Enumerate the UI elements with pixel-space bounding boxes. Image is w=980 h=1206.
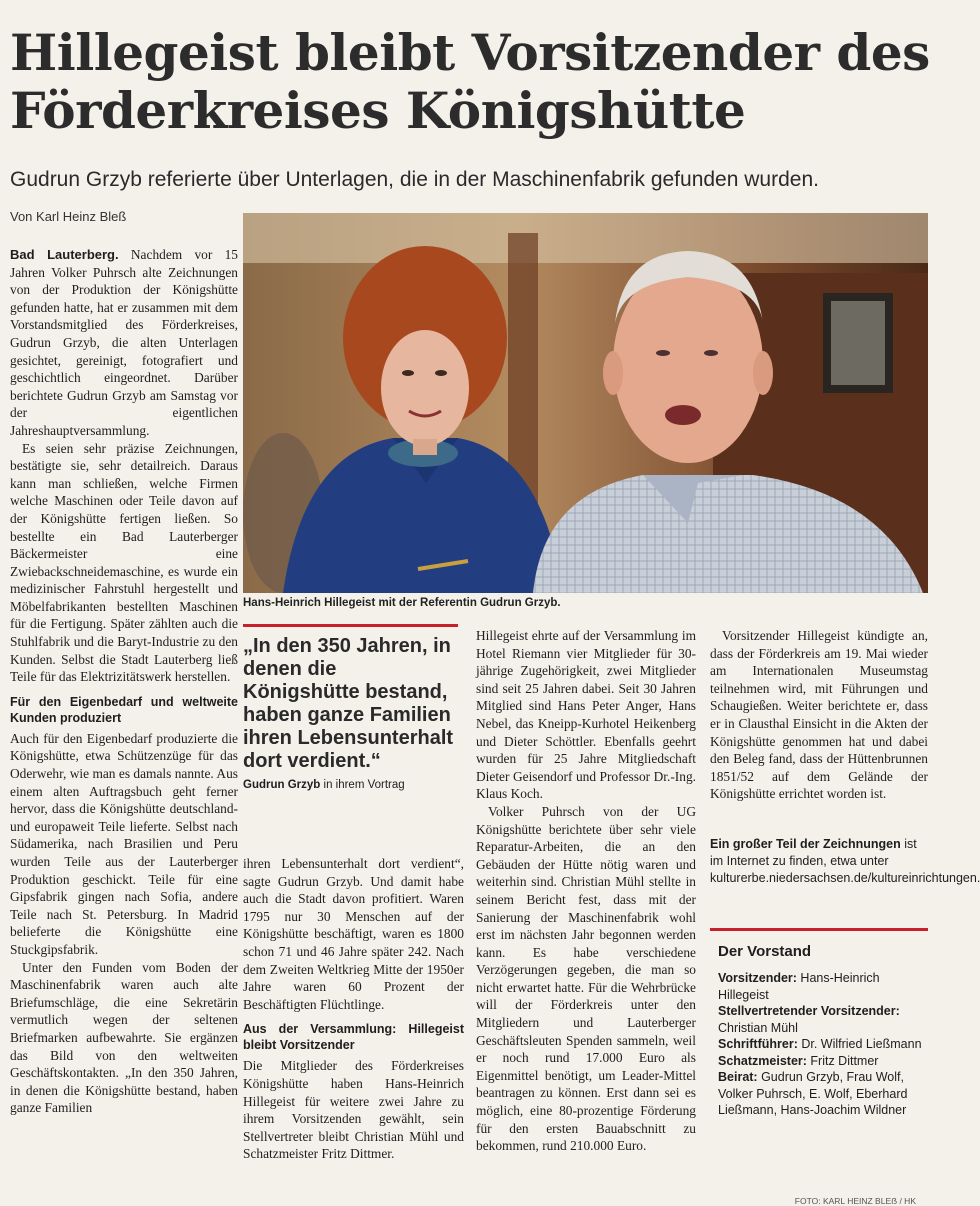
caption-text: Hans-Heinrich Hillegeist mit der Referentin Gudrun Grzyb.: [243, 597, 561, 609]
entry-role: Vorsitzender:: [718, 971, 797, 985]
entry-role: Schriftführer:: [718, 1037, 798, 1051]
article-photo: [243, 213, 928, 593]
paragraph: [10, 246, 238, 440]
note-text: ist im Internet zu finden, etwa unter kulturerbe.niedersachsen.de/kultureinrichtungen.: [710, 837, 980, 885]
column-3: [476, 627, 696, 1155]
byline: Von Karl Heinz Bleß: [10, 209, 127, 224]
pull-quote: [243, 624, 458, 791]
entry-name: Christian Mühl: [718, 1020, 798, 1035]
entry-name: Fritz Dittmer: [806, 1053, 879, 1068]
paragraph: Es seien sehr präzise Zeichnungen, bestätigte sie, sehr detailreich. Daraus kann man schließen, welche Firmen welche Maschinen oder Teile davon auf der Königshütte fertigen ließen. So bestellte ein Bad Lauterberger Bäckermeister eine Zwiebackschneidemaschine, es wurde ein medizinischer Fahrstuhl hergestellt und Möbelfabrikanten bestellten Maschinen für die Fertigung. Später zählten auch die Stuhlfabrik und die Baryt-Industrie zu den Kunden. Selbst die Stadt Lauterberg ließ Teile für das Elektrizitätswerk herstellen.: [10, 440, 238, 685]
note-bold: Ein großer Teil der Zeichnungen: [710, 837, 901, 851]
paragraph: Volker Puhrsch von der UG Königshütte berichtete über sehr viele Reparatur-Arbeiten, die an den Gebäuden der Hütte nötig waren und weiterhin sind. Christian Mühl stellte in seinem Bericht fest, dass mit der Sanierung der Maschinenfabrik wohl erst im nächsten Jahr begonnen werden kann. Es habe verschiedene Verzögerungen gegeben, die man so nicht erwartet hatte. Für die Wehrbrücke will der Förderkreis unter den Mitgliedern und Lauterberger Geschäftsleuten Spenden sammeln, weil er noch rund 17.000 Euro als Eigenmittel benötigt, um Leader-Mittel beantragen zu können. Erst dann sei es möglich, eine 80-prozentige Förderung für den ersten Bauabschnitt zu bekommen, rund 210.000 Euro.: [476, 803, 696, 1154]
headline: Hillegeist bleibt Vorsitzender des Förderkreises Königshütte: [10, 23, 930, 140]
infobox-entry: [718, 1003, 928, 1036]
entry-name: Dr. Wilfried Ließmann: [797, 1037, 922, 1051]
paragraph: Unter den Funden vom Boden der Maschinenfabrik waren auch alte Briefumschläge, die eine Sekretärin vermutlich wegen der seltenen Briefmarken aufbewahrte. Sie ergänzen das Bild von den weltweiten Geschäftskontakten. „In den 350 Jahren, in denen die Königshütte bestand, haben ganze Familien: [10, 959, 238, 1116]
board-infobox: [710, 928, 928, 1119]
entry-role: Beirat:: [718, 1070, 758, 1084]
column-2: [243, 855, 464, 1163]
infobox-entry: [718, 1036, 928, 1053]
quote-context: in ihrem Vortrag: [320, 779, 405, 791]
section-heading: Aus der Versammlung: Hillegeist bleibt Vorsitzender: [243, 1022, 464, 1053]
infobox-title: Der Vorstand: [718, 943, 812, 960]
quote-speaker: Gudrun Grzyb: [243, 779, 321, 791]
section-heading: Für den Eigenbedarf und weltweite Kunden produziert: [10, 694, 238, 725]
paragraph: Die Mitglieder des Förderkreises Königshütte haben Hans-Heinrich Hillegeist für weitere zwei Jahre zu ihrem Vorsitzenden gewählt, sein Stellvertreter bleibt Christian Mühl und Schatzmeister Fritz Dittmer.: [243, 1058, 464, 1162]
dateline: Bad Lauterberg.: [10, 247, 119, 262]
photo-credit: FOTO: KARL HEINZ BLEẞ / HK: [794, 1196, 916, 1206]
quote-source: [243, 779, 458, 791]
infobox-entry: [718, 1069, 928, 1119]
infobox-entry: [718, 1053, 928, 1070]
paragraph-text: Nachdem vor 15 Jahren Volker Puhrsch alte Zeichnungen von der Produktion der Königshütte gefunden hatte, hat er zusammen mit dem Vorstandsmitglied des Förderkreises, Gudrun Grzyb, die alten Unterlagen gesichtet, gereinigt, fotografiert und geschichtlich eingeordnet. Darüber berichtete Gudrun Grzyb am Samstag vor der eigentlichen Jahreshauptversammlung.: [10, 247, 238, 438]
subheadline: Gudrun Grzyb referierte über Unterlagen, die in der Maschinenfabrik gefunden wurden.: [10, 168, 819, 191]
entry-role: Stellvertretender Vorsitzender:: [718, 1004, 900, 1018]
paragraph: Hillegeist ehrte auf der Versammlung im Hotel Riemann vier Mitglieder für 30-jährige Zugehörigkeit, zwei Mitglieder sind seit 25 Jahren dabei. Seit 30 Jahren Mitglied sind Hans Peter Anger, Hans Nebel, das Kneipp-Kurhotel Heikenberg und Dieter Schöttler. Ebenfalls geehrt wurden für 25 Jahre Mitgliedschaft Dieter Geisendorf und Professor Dr.-Ing. Klaus Koch.: [476, 628, 696, 802]
entry-name: Hans-Heinrich Hillegeist: [718, 971, 880, 1002]
info-note: [710, 836, 980, 887]
quote-text: „In den 350 Jahren, in denen die Königshütte bestand, haben ganze Familien ihren Lebensunterhalt dort verdient.“: [243, 635, 454, 772]
paragraph: Vorsitzender Hillegeist kündigte an, dass der Förderkreis am 19. Mai wieder am Internationalen Museumstag teilnehmen wird, mit Führungen und Schaugießen. Weiter berichtete er, dass er in Clausthal Einsicht in die Akten der Königshütte genommen hat und dabei den Beleg fand, dass der Hüttenbrunnen 1851/52 auf dem Gelände der Königshütte errichtet worden ist.: [710, 628, 928, 802]
entry-name: Gudrun Grzyb, Frau Wolf, Volker Puhrsch, E. Wolf, Eberhard Ließmann, Hans-Joachim Wildner: [718, 1070, 908, 1117]
entry-role: Schatzmeister:: [718, 1053, 807, 1068]
column-4: [710, 627, 928, 803]
column-1: [10, 246, 238, 1117]
paragraph: Auch für den Eigenbedarf produzierte die Königshütte, etwa Schützenzüge für das Oderwehr, wie man es damals nannte. Aus einem alten Auftragsbuch geht ferner hervor, dass die Königshütte deutschland- und europaweit Teile lieferte. Selbst nach Südamerika, nach Brasilien und Peru wurden Teile aus der Lauterberger Produktion geschickt. Teile für eine Gipsfabrik gingen nach Sofia, andere Teile nach St. Petersburg. In Madrid belieferte die Königshütte eine Stuckgipsfabrik.: [10, 730, 238, 957]
infobox-entry: [718, 970, 928, 1003]
paragraph: ihren Lebensunterhalt dort verdient“, sagte Gudrun Grzyb. Und damit habe auch die Stadt davon profitiert. Waren 1795 nur 30 Menschen auf der Königshütte beschäftigt, waren es 1800 schon 71 und 46 Jahre später 242. Nach dem Zweiten Weltkrieg Mitte der 1950er Jahre waren 60 Prozent der Beschäftigten Flüchtlinge.: [243, 856, 464, 1012]
